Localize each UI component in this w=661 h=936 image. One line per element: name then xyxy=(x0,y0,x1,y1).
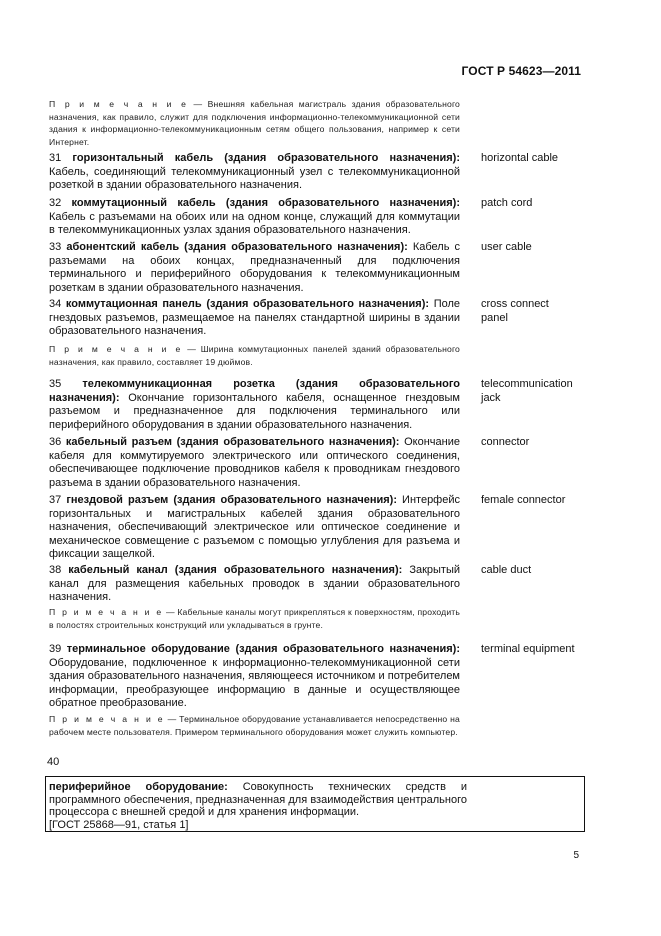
term-number: 35 xyxy=(49,378,62,390)
term-entry-35 xyxy=(49,378,460,432)
note-text: — Внешняя кабельная магистраль здания образовательного назначения, как правило, служит для подключения информационно-телекоммуникационной сети здания к информационно-телекоммуникационным сетям общего пользования, например к сети Интернет. xyxy=(49,99,460,147)
note-text: — Терминальное оборудование устанавливается непосредственно на рабочем месте пользователя. Примером терминального оборудования может служить компьютер. xyxy=(49,714,460,737)
term-name: коммутационный кабель (здания образовательного назначения): xyxy=(71,197,460,209)
term-number: 33 xyxy=(49,241,62,253)
term-number: 39 xyxy=(49,643,62,655)
term-number: 36 xyxy=(49,436,62,448)
term-english-line: panel xyxy=(481,311,508,324)
term-definition: Кабель, соединяющий телекоммуникационный узел с телекоммуникационной розеткой в здании образовательного назначения. xyxy=(49,165,460,191)
term-english-33: user cable xyxy=(481,241,532,253)
note-label: П р и м е ч а н и е xyxy=(49,344,183,354)
term-name: коммутационная панель (здания образовательного назначения): xyxy=(65,298,430,310)
note-label: П р и м е ч а н и е xyxy=(49,714,165,724)
term-entry-32 xyxy=(49,197,460,238)
note-text: — Кабельные каналы могут прикрепляться к поверхностям, проходить в полостях строительных конструкций или укладываться в грунте. xyxy=(49,607,460,630)
document-standard-code: ГОСТ Р 54623—2011 xyxy=(461,64,581,78)
note-label: П р и м е ч а н и е xyxy=(49,607,164,617)
term-english-34 xyxy=(481,298,591,325)
note-external-backbone xyxy=(49,98,460,148)
term-entry-37 xyxy=(49,494,460,562)
term-entry-31 xyxy=(49,152,460,193)
term-name: терминальное оборудование (здания образовательного назначения): xyxy=(66,643,460,655)
term-english-line: jack xyxy=(481,391,501,404)
term-english-35 xyxy=(481,378,591,405)
term-definition: Интерфейс горизонтальных и магистральных кабелей здания образовательного назначения, обеспечивающий электрическое или оптическое соединение и механическое совмещение с разъемом с помощью углубления для разъема и фиксации защелкой. xyxy=(49,494,460,560)
term-definition: Закрытый канал для размещения кабельных проводок в здании образовательного назначения. xyxy=(49,564,461,603)
term-definition: Окончание горизонтального кабеля, оснащенное гнездовым разъемом и предназначенное для подключения терминального или периферийного оборудования в здании образовательного назначения. xyxy=(49,391,460,431)
peripheral-equipment-definition-box xyxy=(45,776,585,832)
term-number: 32 xyxy=(49,197,62,209)
term-entry-36 xyxy=(49,436,460,490)
term-number: 38 xyxy=(49,564,62,576)
box-definition: Совокупность технических средств и программного обеспечения, предназначенная для взаимодействия центрального процессора с внешней средой и для хранения информации. xyxy=(49,781,468,819)
term-definition: Поле гнездовых разъемов, размещаемое на панелях стандартной ширины в здании образовательного назначения. xyxy=(49,298,461,337)
term-english-32: patch cord xyxy=(481,197,533,209)
term-number: 34 xyxy=(49,298,62,310)
term-entry-39 xyxy=(49,643,460,711)
term-name: абонентский кабель (здания образовательного назначения): xyxy=(66,241,408,253)
term-number: 37 xyxy=(49,494,62,506)
term-number: 31 xyxy=(49,152,62,164)
note-text: — Ширина коммутационных панелей зданий образовательного назначения, как правило, составляет 19 дюймов. xyxy=(49,344,460,367)
box-reference: [ГОСТ 25868—91, статья 1] xyxy=(49,818,189,831)
term-english-39: terminal equipment xyxy=(481,643,575,655)
term-english-31: horizontal cable xyxy=(481,152,559,164)
note-label: П р и м е ч а н и е xyxy=(49,99,189,109)
page-number: 5 xyxy=(573,850,579,861)
box-definition-text xyxy=(49,781,467,819)
term-name: гнездовой разъем (здания образовательного назначения): xyxy=(66,494,397,506)
term-english-line: cross connect xyxy=(481,298,549,310)
term-entry-34 xyxy=(49,298,460,339)
term-entry-33 xyxy=(49,241,460,295)
box-term: периферийное оборудование: xyxy=(49,781,228,793)
term-english-line: telecommunication xyxy=(481,378,573,390)
note-cable-duct xyxy=(49,606,460,631)
term-english-36: connector xyxy=(481,436,530,448)
note-terminal-equipment xyxy=(49,713,460,738)
term-name: кабельный разъем (здания образовательного назначения): xyxy=(65,436,400,448)
term-english-38: cable duct xyxy=(481,564,532,576)
term-name: телекоммуникационная розетка (здания образовательного назначения): xyxy=(49,378,460,404)
term-definition: Кабель с разъемами на обоих или на одном конце, служащий для коммутации в телекоммуникационных узлах здания образовательного назначения. xyxy=(49,210,460,236)
term-entry-38 xyxy=(49,564,460,605)
term-name: горизонтальный кабель (здания образовательного назначения): xyxy=(72,152,460,164)
inner-page-number: 40 xyxy=(47,756,60,768)
term-definition: Оборудование, подключенное к информационно-телекоммуникационной сети здания образовательного назначения, являющееся источником и потребителем информации, преобразующее информацию в данные и осуществляющее обратное преобразование. xyxy=(49,656,460,709)
term-definition: Кабель с разъемами на обоих концах, предназначенный для подключения терминального и периферийного оборудования к телекоммуникационным розеткам в здании образовательного назначения. xyxy=(49,241,461,294)
term-name: кабельный канал (здания образовательного назначения): xyxy=(68,564,403,576)
note-patch-panel xyxy=(49,343,460,368)
term-definition: Окончание кабеля для коммутируемого электрического или оптического соединения, обеспечивающее подключение проводников кабеля к проводникам гнездового разъема в здании образовательного назначения. xyxy=(49,436,460,489)
term-english-37: female connector xyxy=(481,494,566,506)
